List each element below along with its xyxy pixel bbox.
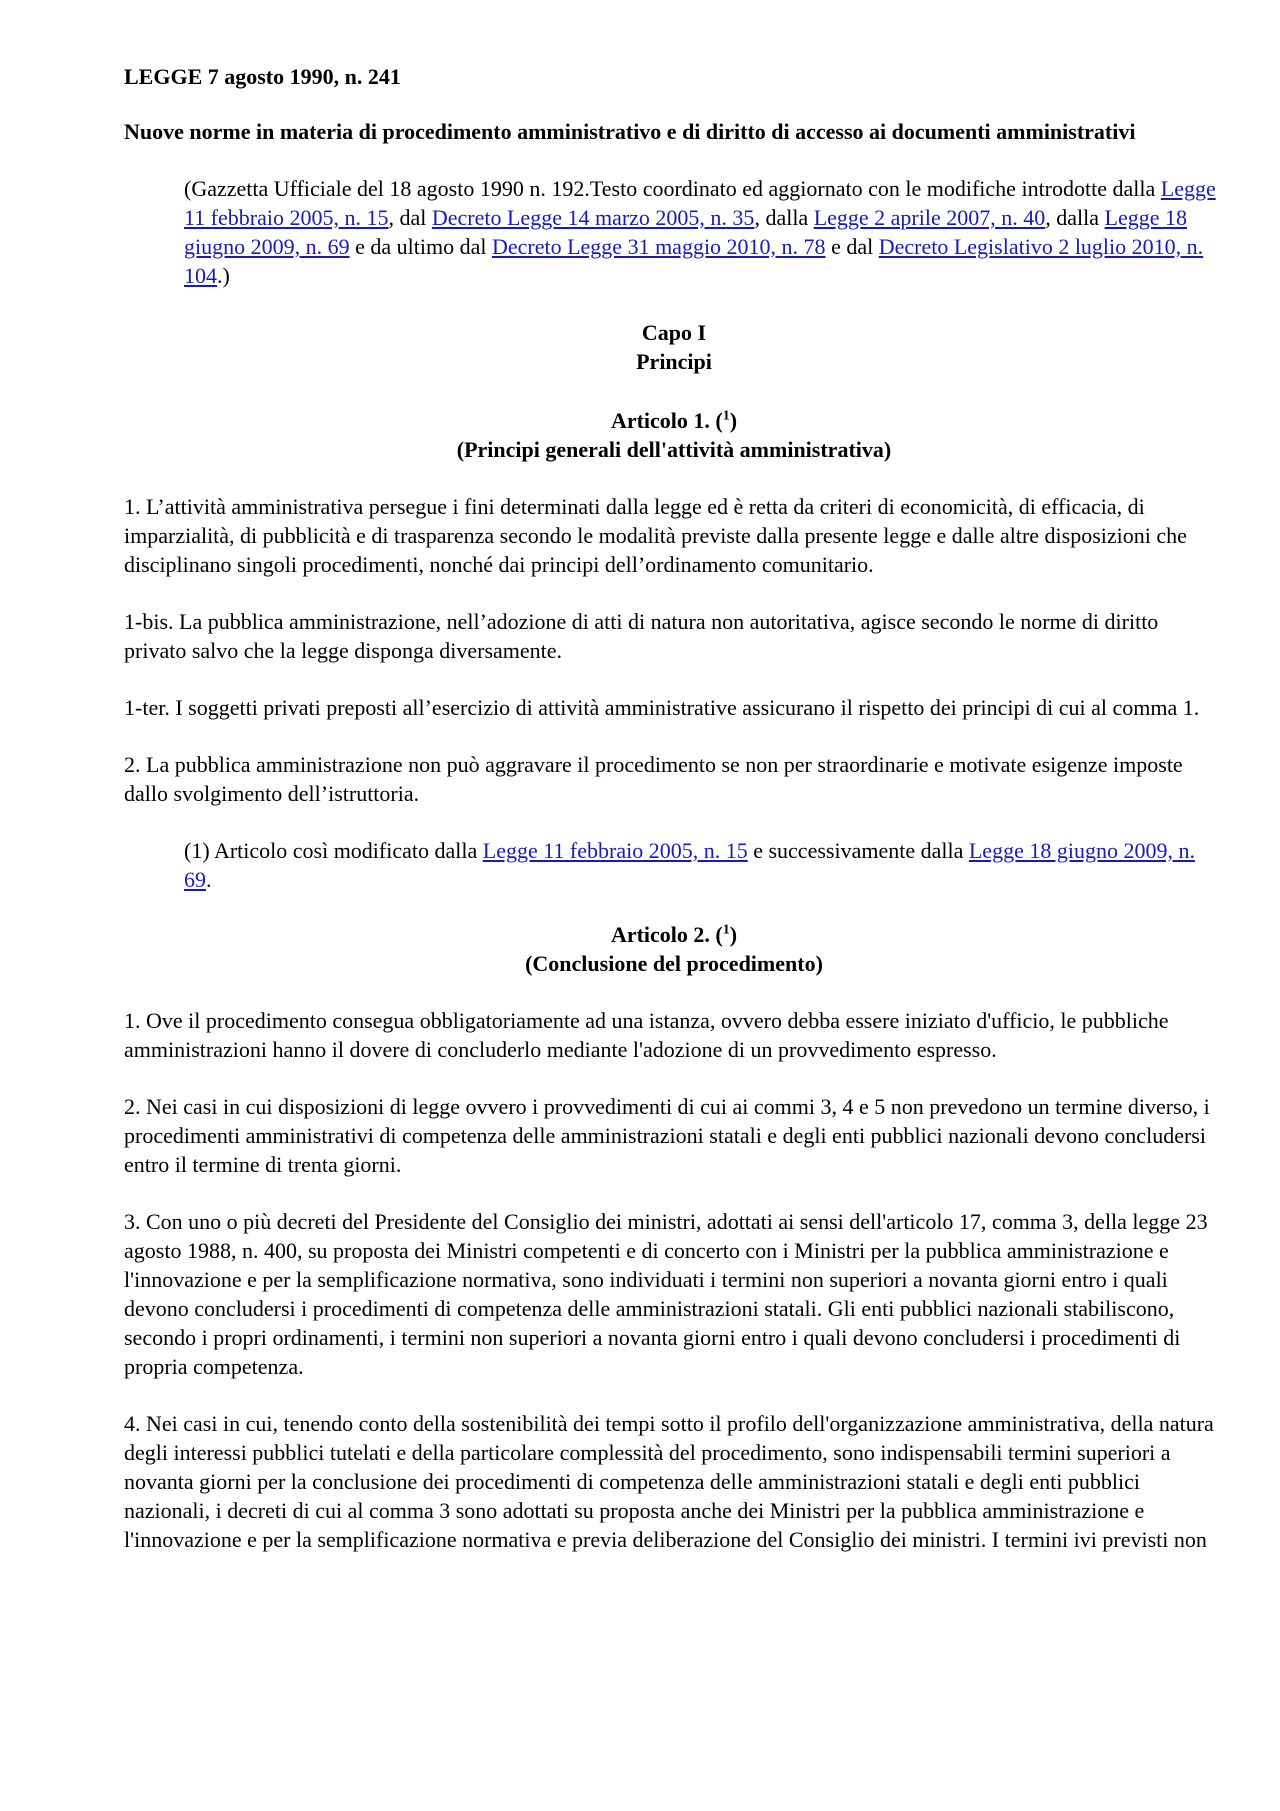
article-1-comma-1-bis: 1-bis. La pubblica amministrazione, nell’adozione di atti di natura non autoritativa, agisce secondo le norme di diritto privato salvo che la legge disponga diversamente. [124, 609, 1159, 663]
article-1-comma-1: 1. L’attività amministrativa persegue i fini determinati dalla legge ed è retta da criteri di economicità, di efficacia, di imparzialità, di pubblicità e di trasparenza secondo le modalità previste dalla presente legge e dalle altre disposizioni che disciplinano singoli procedimenti, nonché dai principi dell’ordinamento comunitario. [124, 494, 1187, 577]
article-1-comma-2: 2. La pubblica amministrazione non può aggravare il procedimento se non per straordinarie e motivate esigenze imposte dallo svolgimento dell’istruttoria. [124, 752, 1183, 806]
capo-label: Capo I [641, 320, 707, 345]
gazzetta-text: .) [217, 263, 230, 288]
link-legge-2005-15[interactable]: Legge 11 febbraio 2005, n. 15 [482, 838, 748, 863]
article-2-title: (Conclusione del procedimento) [525, 951, 823, 976]
article-2-comma-4: 4. Nei casi in cui, tenendo conto della sostenibilità dei tempi sotto il profilo dell'organizzazione amministrativa, della natura degli interessi pubblici tutelati e della particolare complessità del procedimento, sono indispensabili termini superiori a novanta giorni per la conclusione dei procedimenti di competenza delle amministrazioni statali e degli enti pubblici nazionali, i decreti di cui al comma 3 sono adottati su proposta anche dei Ministri per la pubblica amministrazione e l'innovazione e per la semplificazione normativa e previa deliberazione del Consiglio dei ministri. I termini ivi previsti non [124, 1411, 1214, 1552]
gazzetta-text: e da ultimo dal [349, 234, 492, 259]
article-2-comma-2: 2. Nei casi in cui disposizioni di legge ovvero i provvedimenti di cui ai commi 3, 4 e 5 non prevedono un termine diverso, i procedimenti amministrativi di competenza delle amministrazioni statali e degli enti pubblici nazionali devono concludersi entro il termine di trenta giorni. [124, 1094, 1210, 1177]
footnote-text: e successivamente dalla [747, 838, 969, 863]
law-subtitle: Nuove norme in materia di procedimento amministrativo e di diritto di accesso ai documenti amministrativi [124, 119, 1136, 144]
law-title: LEGGE 7 agosto 1990, n. 241 [124, 64, 401, 89]
capo-heading [124, 318, 1224, 376]
link-decreto-legge-2010-78[interactable]: Decreto Legge 31 maggio 2010, n. 78 [491, 234, 826, 259]
link-legge-2007-40[interactable]: Legge 2 aprile 2007, n. 40 [813, 205, 1046, 230]
article-1-title: (Principi generali dell'attività amministrativa) [456, 437, 892, 462]
article-2-comma-3: 3. Con uno o più decreti del Presidente del Consiglio dei ministri, adottati ai sensi dell'articolo 17, comma 3, della legge 23 agosto 1988, n. 400, su proposta dei Ministri competenti e di concerto con i Ministri per la pubblica amministrazione e l'innovazione e per la semplificazione normativa, sono individuati i termini non superiori a novanta giorni entro i quali devono concludersi i procedimenti di competenza delle amministrazioni statali. Gli enti pubblici nazionali stabiliscono, secondo i propri ordinamenti, i termini non superiori a novanta giorni entro i quali devono concludersi i procedimenti di propria competenza. [124, 1209, 1208, 1379]
link-legge-2009-69[interactable]: Legge 18 giugno 2009, n. 69 [184, 838, 1195, 892]
gazzetta-text: , dalla [754, 205, 814, 230]
article-2-footnote-ref: 1 [722, 922, 730, 938]
link-decreto-legge-2005-35[interactable]: Decreto Legge 14 marzo 2005, n. 35 [431, 205, 755, 230]
article-1-label-close: ) [729, 408, 738, 433]
link-decreto-legislativo-2010-104[interactable]: Decreto Legislativo 2 luglio 2010, n. 104 [184, 234, 1204, 288]
document-page [124, 62, 1224, 1582]
capo-name: Principi [636, 349, 712, 374]
gazzetta-text: (Gazzetta Ufficiale del 18 agosto 1990 n. 192.Testo coordinato ed aggiornato con le modifiche introdotte dalla [184, 176, 1161, 201]
gazzetta-note [184, 174, 1224, 290]
article-2-label-close: ) [729, 922, 738, 947]
article-1-comma-1-ter: 1-ter. I soggetti privati preposti all’esercizio di attività amministrative assicurano il rispetto dei principi di cui al comma 1. [124, 695, 1200, 720]
article-1-label: Articolo 1. ( [610, 408, 723, 433]
article-2-heading [124, 920, 1224, 978]
gazzetta-text: , dal [388, 205, 432, 230]
article-2-comma-1: 1. Ove il procedimento consegua obbligatoriamente ad una istanza, ovvero debba essere iniziato d'ufficio, le pubbliche amministrazioni hanno il dovere di concluderlo mediante l'adozione di un provvedimento espresso. [124, 1008, 1169, 1062]
gazzetta-text: , dalla [1045, 205, 1105, 230]
article-1-footnote [184, 836, 1224, 894]
link-legge-2005-15[interactable]: Legge 11 febbraio 2005, n. 15 [184, 176, 1216, 230]
link-legge-2009-69[interactable]: Legge 18 giugno 2009, n. 69 [184, 205, 1187, 259]
footnote-text: . [206, 867, 212, 892]
article-1-heading [124, 406, 1224, 464]
gazzetta-text: e dal [825, 234, 879, 259]
article-2-label: Articolo 2. ( [610, 922, 723, 947]
footnote-text: (1) Articolo così modificato dalla [184, 838, 483, 863]
article-1-footnote-ref: 1 [722, 408, 730, 424]
